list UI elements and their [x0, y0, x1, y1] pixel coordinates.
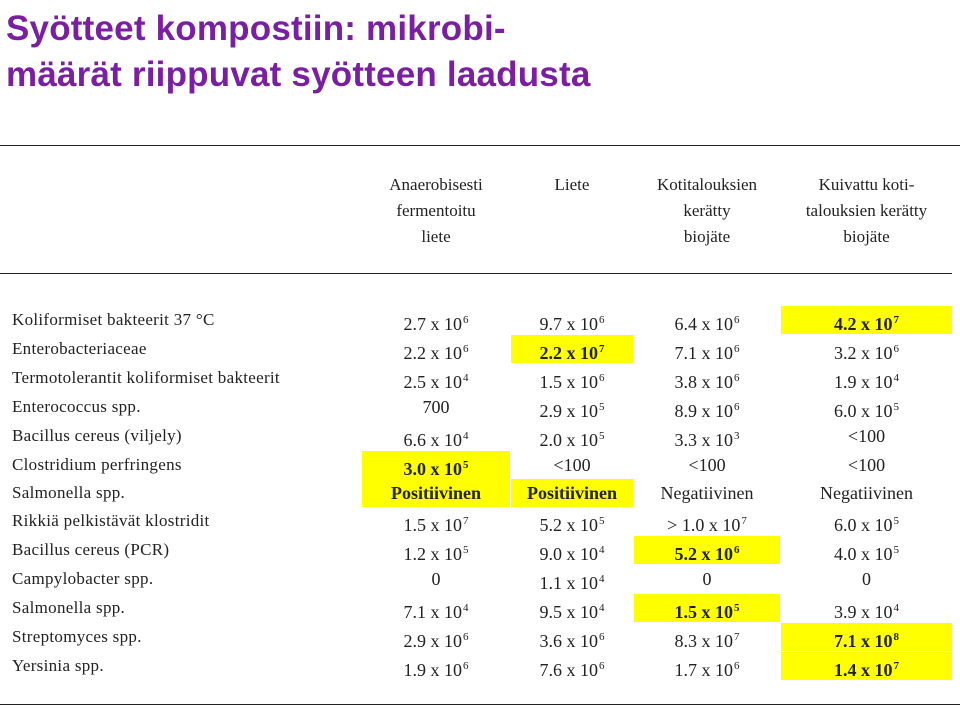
table-cell: [362, 536, 510, 564]
table-cell: [511, 652, 633, 680]
table-cell: [781, 335, 952, 363]
cell-exponent: 6: [734, 401, 740, 413]
column-header-line: Kotitalouksien: [656, 175, 758, 194]
cell-exponent: 5: [734, 602, 740, 614]
cell-exponent: 6: [734, 372, 740, 384]
highlighted-cell: [362, 479, 510, 507]
cell-value: 2.5 x 10: [403, 372, 462, 392]
cell-exponent: 5: [893, 515, 899, 527]
cell-value: 1.5 x 10: [674, 602, 733, 622]
cell-value: 4.0 x 10: [834, 544, 893, 564]
table-cell: [511, 594, 633, 622]
cell-value: 2.2 x 10: [403, 343, 462, 363]
title-line-1: Syötteet kompostiin: mikrobi-: [6, 9, 506, 48]
column-header-line: fermentoitu: [396, 201, 476, 220]
cell-value: 1.9 x 10: [403, 660, 462, 680]
top-divider: [0, 145, 960, 146]
cell-value: > 1.0 x 10: [667, 515, 741, 535]
cell-value: 9.0 x 10: [539, 544, 598, 564]
cell-exponent: 4: [463, 372, 469, 384]
cell-exponent: 5: [463, 459, 469, 471]
column-header: [634, 172, 780, 250]
cell-exponent: 6: [599, 631, 605, 643]
table-cell: [362, 306, 510, 334]
highlighted-cell: [362, 451, 510, 479]
table-cell: [781, 364, 952, 392]
table-cell: [511, 306, 633, 334]
row-label: Koliformiset bakteerit 37 °C: [12, 310, 215, 329]
table-cell: [634, 422, 780, 450]
cell-exponent: 4: [599, 544, 605, 556]
cell-value: 1.9 x 10: [834, 372, 893, 392]
row-label: Yersinia spp.: [12, 656, 104, 675]
cell-value: 1.1 x 10: [539, 573, 598, 593]
highlighted-cell: [781, 652, 952, 680]
bottom-divider: [0, 704, 960, 705]
table-cell: [781, 422, 952, 450]
cell-value: <100: [688, 455, 726, 475]
cell-exponent: 7: [893, 660, 899, 672]
row-label: Clostridium perfringens: [12, 455, 182, 474]
cell-value: 6.0 x 10: [834, 515, 893, 535]
cell-value: 2.7 x 10: [403, 314, 462, 334]
cell-value: 7.1 x 10: [403, 602, 462, 622]
cell-value: 2.9 x 10: [539, 401, 598, 421]
cell-value: 7.1 x 10: [674, 343, 733, 363]
cell-exponent: 6: [463, 343, 469, 355]
table-cell: [781, 451, 952, 479]
table-cell: [511, 536, 633, 564]
table-cell: [511, 422, 633, 450]
cell-value: 3.3 x 10: [674, 430, 733, 450]
cell-value: 3.8 x 10: [674, 372, 733, 392]
highlighted-cell: [634, 594, 780, 622]
table-cell: [362, 364, 510, 392]
cell-exponent: 4: [463, 430, 469, 442]
table-cell: [634, 335, 780, 363]
column-header-line: Anaerobisesti: [389, 175, 483, 194]
column-header-line: liete: [421, 227, 451, 246]
cell-value: 3.6 x 10: [539, 631, 598, 651]
column-header: [511, 172, 633, 198]
table-cell: [781, 507, 952, 535]
table-cell: [362, 507, 510, 535]
table-cell: [362, 393, 510, 421]
table-cell: [781, 393, 952, 421]
cell-exponent: 5: [599, 401, 605, 413]
column-header-line: Kuivattu koti-: [818, 175, 915, 194]
table-cell: [511, 507, 633, 535]
table-cell: [781, 536, 952, 564]
cell-exponent: 6: [734, 343, 740, 355]
cell-value: 9.7 x 10: [539, 314, 598, 334]
table-cell: [781, 565, 952, 593]
cell-exponent: 4: [599, 573, 605, 585]
cell-exponent: 4: [599, 602, 605, 614]
header-divider: [0, 273, 952, 274]
cell-exponent: 7: [741, 515, 747, 527]
table-cell: [634, 507, 780, 535]
cell-exponent: 4: [893, 372, 899, 384]
cell-exponent: 6: [734, 314, 740, 326]
table-cell: [511, 451, 633, 479]
row-label: Salmonella spp.: [12, 483, 126, 502]
cell-exponent: 5: [893, 401, 899, 413]
cell-value: Positiivinen: [526, 483, 617, 503]
cell-value: 8.9 x 10: [674, 401, 733, 421]
cell-value: 9.5 x 10: [539, 602, 598, 622]
page-title: [6, 6, 591, 98]
cell-value: 2.2 x 10: [539, 343, 598, 363]
row-label: Enterobacteriaceae: [12, 339, 147, 358]
table-cell: [781, 594, 952, 622]
cell-value: <100: [553, 455, 591, 475]
row-label: Rikkiä pelkistävät klostridit: [12, 511, 210, 530]
cell-exponent: 6: [599, 314, 605, 326]
cell-value: 0: [862, 569, 871, 589]
cell-value: Positiivinen: [390, 483, 481, 503]
cell-value: 6.6 x 10: [403, 430, 462, 450]
table-cell: [362, 623, 510, 651]
table-cell: [362, 652, 510, 680]
table-cell: [511, 393, 633, 421]
table-cell: [634, 623, 780, 651]
table-cell: [634, 393, 780, 421]
cell-value: 5.2 x 10: [674, 544, 733, 564]
column-header-line: biojäte: [683, 227, 731, 246]
cell-exponent: 5: [893, 544, 899, 556]
table-cell: [634, 652, 780, 680]
cell-value: 1.4 x 10: [834, 660, 893, 680]
cell-value: Negatiivinen: [820, 483, 913, 503]
cell-exponent: 6: [463, 631, 469, 643]
cell-exponent: 4: [893, 602, 899, 614]
highlighted-cell: [781, 306, 952, 334]
cell-value: 2.9 x 10: [403, 631, 462, 651]
cell-value: 2.0 x 10: [539, 430, 598, 450]
cell-value: <100: [847, 426, 886, 446]
cell-exponent: 6: [734, 660, 740, 672]
table-cell: [362, 335, 510, 363]
column-header: [781, 172, 952, 250]
cell-exponent: 5: [463, 544, 469, 556]
cell-exponent: 6: [893, 343, 899, 355]
cell-value: 4.2 x 10: [834, 314, 893, 334]
cell-exponent: 5: [599, 515, 605, 527]
cell-exponent: 7: [734, 631, 740, 643]
cell-exponent: 5: [599, 430, 605, 442]
column-header-line: biojäte: [843, 227, 890, 246]
table-cell: [634, 479, 780, 507]
cell-value: 7.1 x 10: [834, 631, 893, 651]
cell-exponent: 6: [599, 372, 605, 384]
cell-value: 6.0 x 10: [834, 401, 893, 421]
column-header: [362, 172, 510, 250]
cell-value: 3.2 x 10: [834, 343, 893, 363]
cell-exponent: 7: [599, 343, 605, 355]
table-cell: [634, 565, 780, 593]
title-line-2: määrät riippuvat syötteen laadusta: [6, 55, 591, 94]
cell-value: 1.2 x 10: [403, 544, 462, 564]
cell-value: 1.5 x 10: [403, 515, 462, 535]
cell-value: 0: [431, 569, 441, 589]
cell-value: Negatiivinen: [660, 483, 754, 503]
highlighted-cell: [634, 536, 780, 564]
table-cell: [362, 594, 510, 622]
row-label: Streptomyces spp.: [12, 627, 142, 646]
cell-exponent: 6: [734, 544, 740, 556]
cell-value: 8.3 x 10: [674, 631, 733, 651]
table-cell: [511, 364, 633, 392]
cell-exponent: 4: [463, 602, 469, 614]
cell-value: 0: [702, 569, 712, 589]
table-cell: [634, 451, 780, 479]
cell-value: 700: [422, 397, 450, 417]
cell-value: 1.5 x 10: [539, 372, 598, 392]
highlighted-cell: [511, 335, 633, 363]
cell-exponent: 7: [463, 515, 469, 527]
cell-value: 3.0 x 10: [403, 459, 462, 479]
row-label: Termotolerantit koliformiset bakteerit: [12, 368, 280, 387]
cell-exponent: 6: [463, 314, 469, 326]
row-label: Salmonella spp.: [12, 598, 126, 617]
column-header-line: kerätty: [683, 201, 731, 220]
cell-exponent: 8: [893, 631, 899, 643]
table-cell: [362, 565, 510, 593]
row-label: Bacillus cereus (PCR): [12, 540, 170, 559]
column-header-line: talouksien kerätty: [805, 201, 928, 220]
cell-value: 3.9 x 10: [834, 602, 893, 622]
table-cell: [634, 306, 780, 334]
cell-value: 7.6 x 10: [539, 660, 598, 680]
cell-exponent: 6: [463, 660, 469, 672]
cell-value: <100: [847, 455, 886, 475]
cell-value: 5.2 x 10: [539, 515, 598, 535]
highlighted-cell: [781, 623, 952, 651]
highlighted-cell: [511, 479, 633, 507]
cell-exponent: 6: [599, 660, 605, 672]
row-label: Bacillus cereus (viljely): [12, 426, 182, 445]
table-cell: [634, 364, 780, 392]
row-label: Enterococcus spp.: [12, 397, 141, 416]
cell-value: 6.4 x 10: [674, 314, 733, 334]
cell-exponent: 3: [734, 430, 740, 442]
cell-value: 1.7 x 10: [674, 660, 733, 680]
table-cell: [511, 565, 633, 593]
cell-exponent: 7: [893, 314, 899, 326]
table-cell: [362, 422, 510, 450]
table-cell: [781, 479, 952, 507]
table-cell: [511, 623, 633, 651]
column-header-line: Liete: [554, 175, 590, 194]
row-label: Campylobacter spp.: [12, 569, 154, 588]
